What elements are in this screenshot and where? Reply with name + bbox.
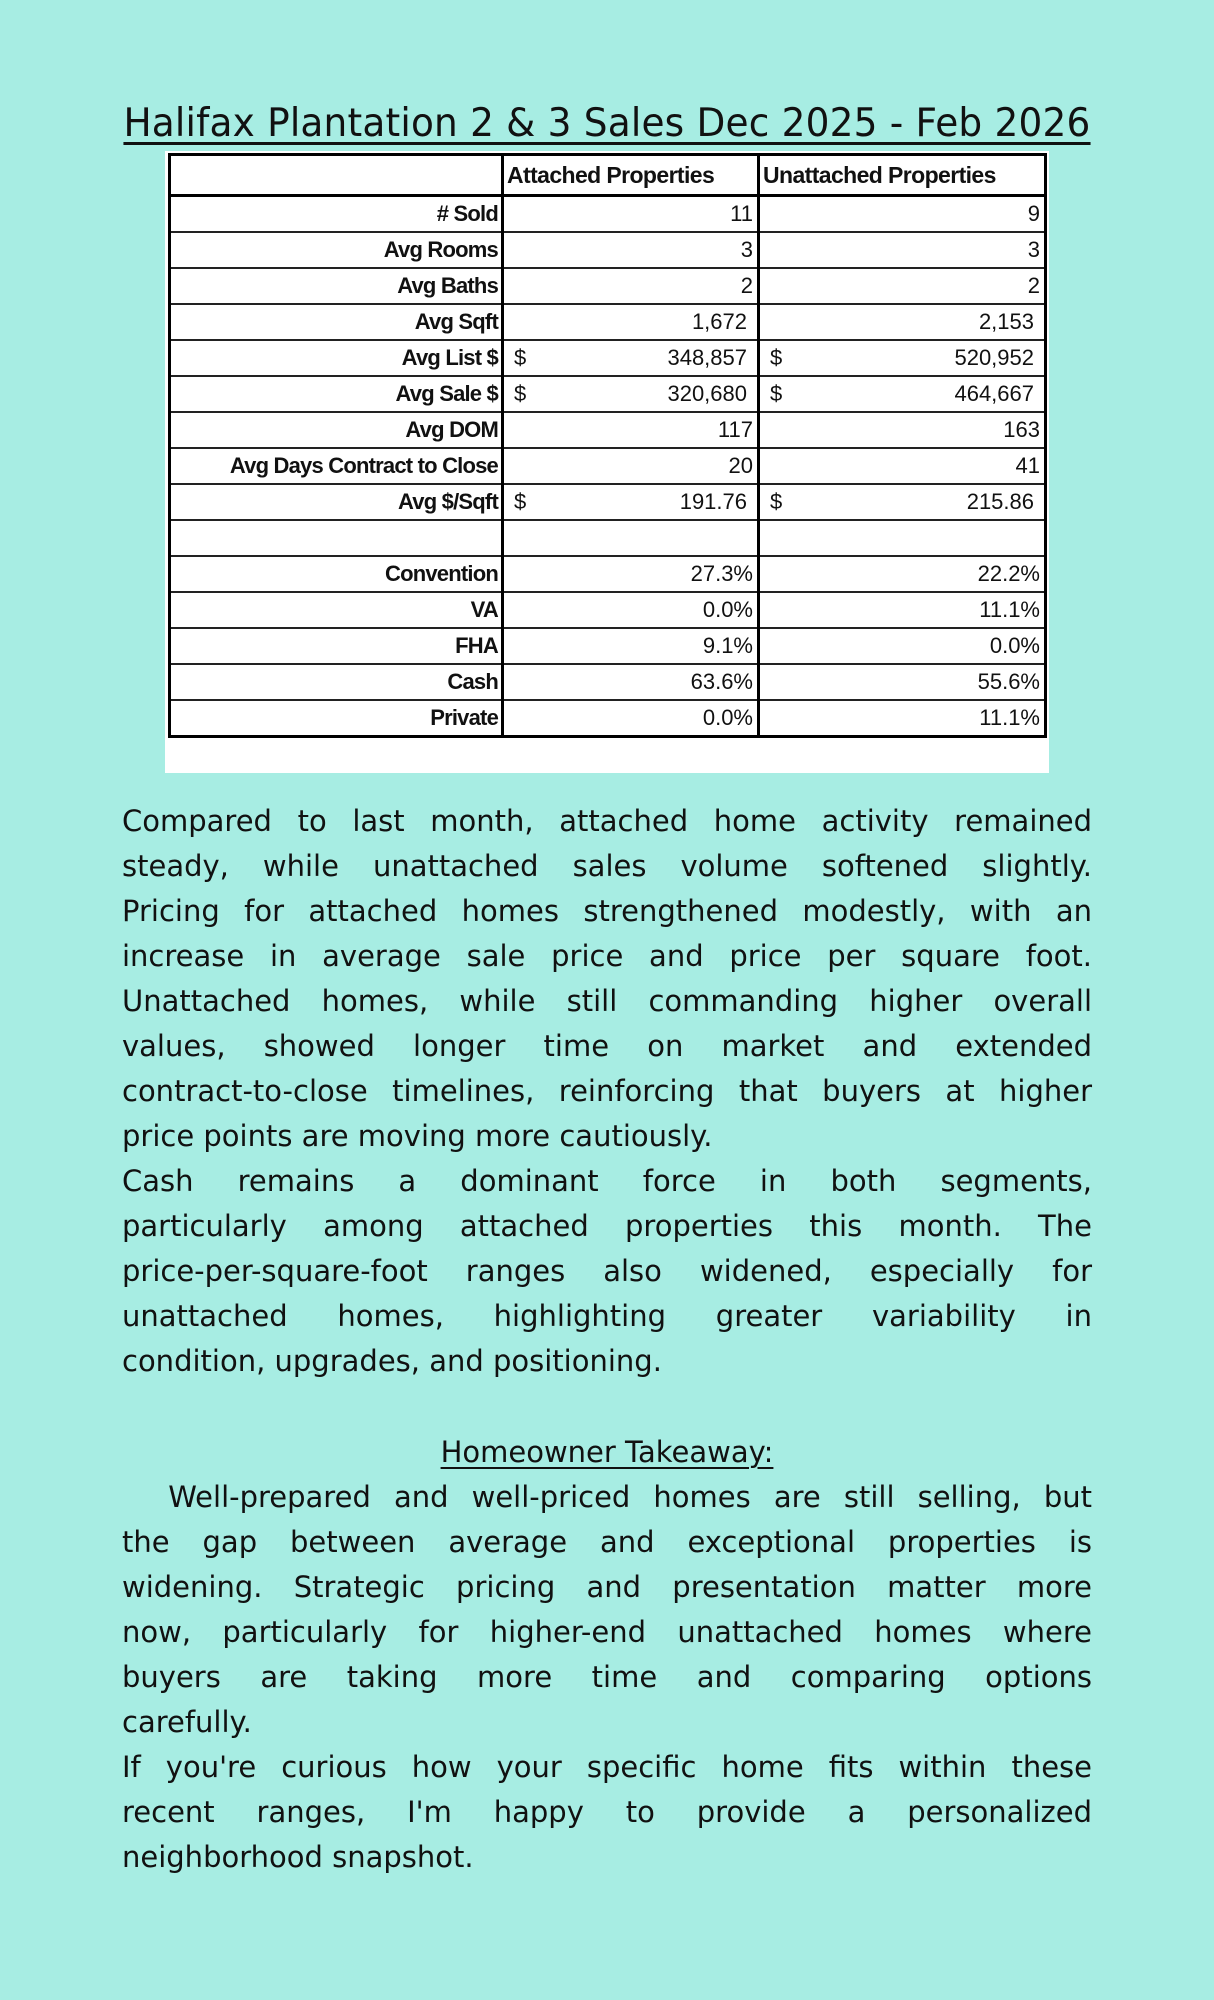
unattached-value-cell — [759, 232, 1046, 268]
attached-value-cell — [503, 628, 759, 664]
attached-value: 1,672 — [691, 309, 747, 334]
cash-financing-paragraph — [122, 1159, 1092, 1384]
paragraph-line: If you're curious how your specific home fits within these — [122, 1750, 1092, 1784]
paragraph-line: the gap between average and exceptional properties is — [122, 1525, 1092, 1559]
unattached-value: 0.0% — [989, 633, 1040, 658]
attached-value-cell — [503, 232, 759, 268]
paragraph-line: price-per-square-foot ranges also widened, especially for — [122, 1254, 1092, 1288]
unattached-value: 55.6% — [977, 669, 1040, 694]
unattached-value: 215.86 — [966, 489, 1034, 514]
homeowner-takeaway-paragraph — [122, 1475, 1092, 1745]
currency-symbol: $ — [514, 381, 527, 406]
unattached-value: 2 — [1027, 273, 1040, 298]
table-row — [170, 448, 1046, 484]
header-unattached-properties: Unattached Properties — [759, 155, 1046, 196]
paragraph-line: widening. Strategic pricing and presentation matter more — [122, 1570, 1092, 1604]
table-row — [170, 304, 1046, 340]
row-label — [170, 520, 503, 556]
paragraph-line: steady, while unattached sales volume softened slightly. — [122, 849, 1092, 883]
market-summary-paragraph — [122, 799, 1092, 1159]
row-label: # Sold — [170, 196, 503, 233]
unattached-value-cell — [759, 700, 1046, 737]
paragraph-line: particularly among attached properties this month. The — [122, 1209, 1092, 1243]
unattached-value-cell — [759, 376, 1046, 412]
row-label: Convention — [170, 556, 503, 592]
paragraph-line: neighborhood snapshot. — [122, 1840, 474, 1874]
attached-value: 11 — [730, 201, 753, 226]
table-row — [170, 700, 1046, 737]
attached-value-cell — [503, 484, 759, 520]
attached-value-cell — [503, 520, 759, 556]
currency-symbol: $ — [514, 345, 527, 370]
row-label: Avg Rooms — [170, 232, 503, 268]
row-label: Avg List $ — [170, 340, 503, 376]
paragraph-line: unattached homes, highlighting greater variability in — [122, 1299, 1092, 1333]
row-label: VA — [170, 592, 503, 628]
attached-value-cell — [503, 556, 759, 592]
page-title: Halifax Plantation 2 & 3 Sales Dec 2025 - Feb 2026 — [123, 101, 1091, 146]
paragraph-line: now, particularly for higher-end unattached homes where — [122, 1615, 1092, 1649]
paragraph-line: condition, upgrades, and positioning. — [122, 1344, 662, 1378]
unattached-value-cell — [759, 412, 1046, 448]
attached-value: 117 — [717, 417, 753, 442]
unattached-value-cell — [759, 664, 1046, 700]
row-label: FHA — [170, 628, 503, 664]
attached-value: 20 — [728, 453, 753, 478]
unattached-value: 2,153 — [978, 309, 1034, 334]
attached-value: 0.0% — [702, 705, 753, 730]
attached-value: 2 — [740, 273, 753, 298]
unattached-value-cell — [759, 520, 1046, 556]
unattached-value-cell — [759, 448, 1046, 484]
row-label: Cash — [170, 664, 503, 700]
unattached-value: 11.1% — [979, 597, 1040, 622]
unattached-value: 11.1% — [979, 705, 1040, 730]
row-label: Private — [170, 700, 503, 737]
unattached-value: 3 — [1027, 237, 1040, 262]
paragraph-line: increase in average sale price and price per square foot. — [122, 939, 1092, 973]
attached-value-cell — [503, 448, 759, 484]
header-corner-cell — [170, 155, 503, 196]
table-row — [170, 268, 1046, 304]
attached-value-cell — [503, 412, 759, 448]
paragraph-line: Unattached homes, while still commanding higher overall — [122, 984, 1092, 1018]
paragraph-line: buyers are taking more time and comparing options — [122, 1660, 1092, 1694]
unattached-value-cell — [759, 340, 1046, 376]
paragraph-line: values, showed longer time on market and extended — [122, 1029, 1092, 1063]
paragraph-line: Cash remains a dominant force in both segments, — [122, 1164, 1092, 1198]
table-row — [170, 628, 1046, 664]
header-attached-properties: Attached Properties — [503, 155, 759, 196]
unattached-value: 9 — [1027, 201, 1040, 226]
unattached-value: 464,667 — [954, 381, 1034, 406]
row-label: Avg Baths — [170, 268, 503, 304]
attached-value: 27.3% — [690, 561, 753, 586]
attached-value: 3 — [740, 237, 753, 262]
currency-symbol: $ — [770, 489, 783, 514]
table-row — [170, 376, 1046, 412]
unattached-value-cell — [759, 304, 1046, 340]
table-row — [170, 520, 1046, 556]
table-row — [170, 592, 1046, 628]
unattached-value-cell — [759, 196, 1046, 233]
unattached-value-cell — [759, 592, 1046, 628]
unattached-value-cell — [759, 484, 1046, 520]
table-header-row — [170, 155, 1046, 196]
attached-value-cell — [503, 664, 759, 700]
unattached-value-cell — [759, 268, 1046, 304]
attached-value: 320,680 — [667, 381, 747, 406]
attached-value: 191.76 — [679, 489, 747, 514]
attached-value: 0.0% — [702, 597, 753, 622]
unattached-value: 41 — [1015, 453, 1040, 478]
table-row — [170, 196, 1046, 233]
table-row — [170, 556, 1046, 592]
row-label: Avg $/Sqft — [170, 484, 503, 520]
sales-stats-table-image — [165, 151, 1049, 773]
currency-symbol: $ — [514, 489, 527, 514]
attached-value-cell — [503, 592, 759, 628]
row-label: Avg Sale $ — [170, 376, 503, 412]
unattached-value: 22.2% — [977, 561, 1040, 586]
attached-value-cell — [503, 376, 759, 412]
attached-value-cell — [503, 268, 759, 304]
paragraph-line: price points are moving more cautiously. — [122, 1119, 713, 1153]
attached-value: 9.1% — [702, 633, 753, 658]
attached-value-cell — [503, 340, 759, 376]
attached-value-cell — [503, 700, 759, 737]
table-row — [170, 412, 1046, 448]
attached-value-cell — [503, 196, 759, 233]
paragraph-line: Pricing for attached homes strengthened modestly, with an — [122, 894, 1092, 928]
table-row — [170, 232, 1046, 268]
unattached-value: 520,952 — [954, 345, 1034, 370]
attached-value-cell — [503, 304, 759, 340]
sales-stats-table — [168, 153, 1047, 738]
row-label: Avg Sqft — [170, 304, 503, 340]
paragraph-line: contract-to-close timelines, reinforcing that buyers at higher — [122, 1074, 1092, 1108]
row-label: Avg DOM — [170, 412, 503, 448]
homeowner-takeaway-heading: Homeowner Takeaway: — [440, 1435, 774, 1469]
table-row — [170, 340, 1046, 376]
paragraph-line: Well-prepared and well-priced homes are still selling, but — [122, 1480, 1092, 1514]
row-label: Avg Days Contract to Close — [170, 448, 503, 484]
currency-symbol: $ — [770, 381, 783, 406]
attached-value: 63.6% — [690, 669, 753, 694]
paragraph-line: carefully. — [122, 1705, 252, 1739]
paragraph-line: Compared to last month, attached home activity remained — [122, 804, 1092, 838]
unattached-value-cell — [759, 556, 1046, 592]
table-row — [170, 484, 1046, 520]
table-body — [170, 196, 1046, 737]
unattached-value-cell — [759, 628, 1046, 664]
paragraph-line: recent ranges, I'm happy to provide a personalized — [122, 1795, 1092, 1829]
personalized-snapshot-paragraph — [122, 1745, 1092, 1880]
attached-value: 348,857 — [667, 345, 747, 370]
table-row — [170, 664, 1046, 700]
currency-symbol: $ — [770, 345, 783, 370]
unattached-value: 163 — [1003, 417, 1040, 442]
